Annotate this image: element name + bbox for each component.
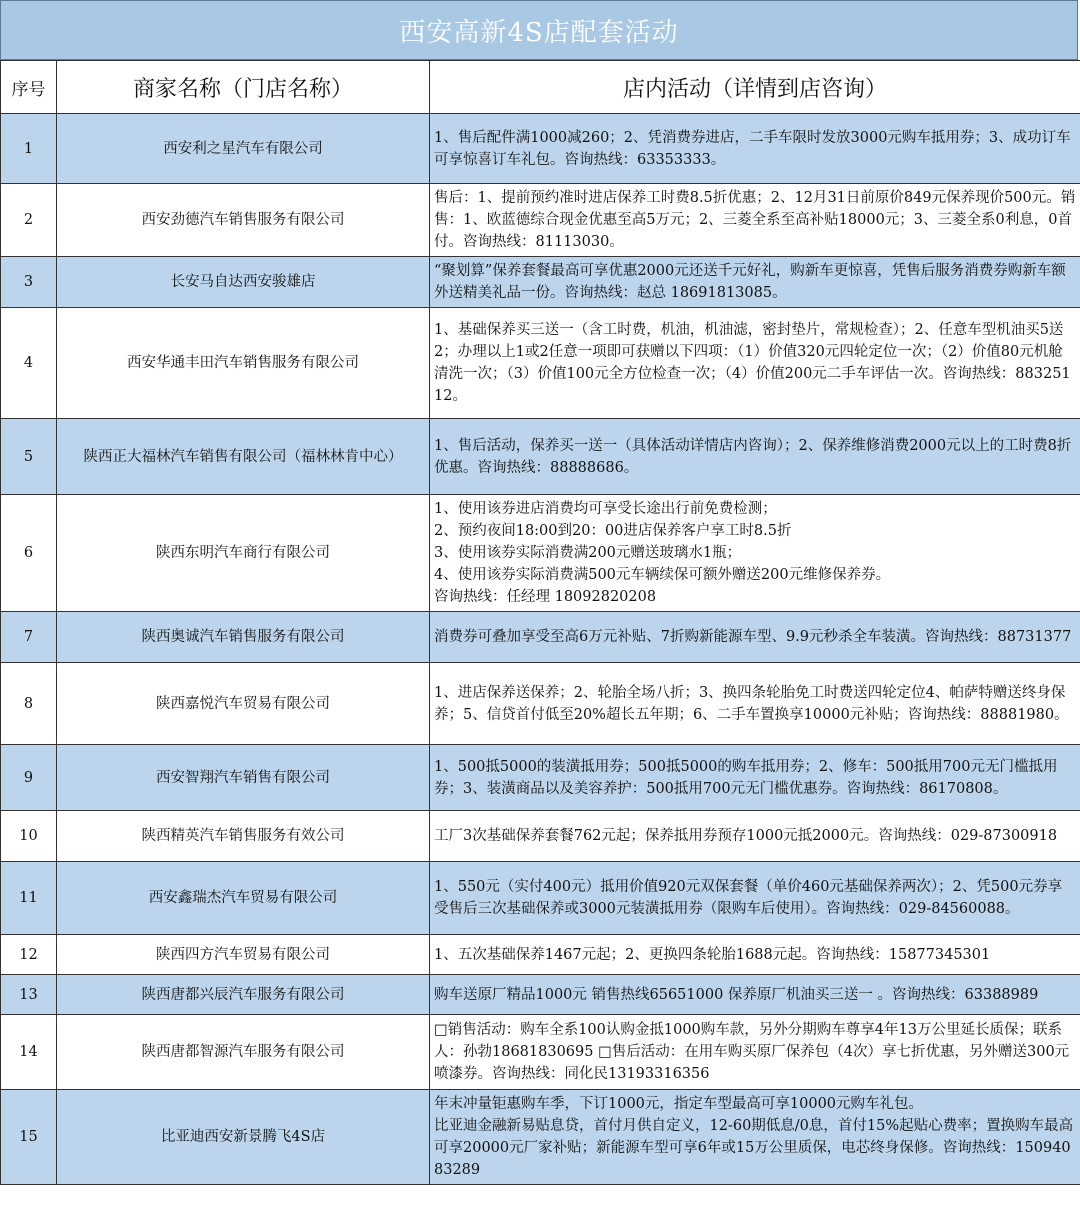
table-row [1,663,1080,745]
row-number: 4 [1,308,57,419]
row-number: 12 [1,935,57,975]
table-row [1,184,1080,257]
merchant-name: 西安利之星汽车有限公司 [57,114,430,184]
activity-cell [430,495,1080,612]
merchant-name: 陕西四方汽车贸易有限公司 [57,935,430,975]
activity-text: 售后：1、提前预约准时进店保养工时费8.5折优惠；2、12月31日前原价849元保养现价500元。销售：1、欧蓝德综合现金优惠至高5万元；2、三菱全系至高补贴18000元；3、三菱全系0利息，0首付。咨询热线：81113030。 [434,190,1076,250]
activity-text: 3、使用该券实际消费满200元赠送玻璃水1瓶； [434,545,742,561]
activity-text: 2、预约夜间18:00到20：00进店保养客户享工时8.5折 [434,523,792,539]
header-merchant-name: 商家名称（门店名称） [57,61,430,114]
activity-text: 比亚迪金融新易贴息贷，首付月供自定义，12-60期低息/0息，首付15%起贴心费率；置换购车最高可享20000元厂家补贴；新能源车型可享6年或15万公里质保，电芯终身保修。咨询热线：15094083289 [434,1118,1074,1178]
row-number: 6 [1,495,57,612]
activity-cell [430,257,1080,308]
row-number: 14 [1,1015,57,1090]
merchant-table [0,60,1080,1185]
merchant-name: 陕西唐都兴辰汽车服务有限公司 [57,975,430,1015]
row-number: 9 [1,745,57,811]
activity-text: 1、基础保养买三送一（含工时费，机油，机油滤，密封垫片，常规检查）；2、任意车型机油买5送2；办理以上1或2任意一项即可获赠以下四项：（1）价值320元四轮定位一次；（2）价值80元机舱清洗一次；（3）价值100元全方位检查一次；（4）价值200元二手车评估一次。咨询热线：88325112。 [434,322,1071,404]
merchant-name: 陕西正大福林汽车销售有限公司（福林林肯中心） [57,419,430,495]
activity-cell [430,663,1080,745]
activity-cell [430,114,1080,184]
row-number: 7 [1,612,57,663]
header-activity: 店内活动（详情到店咨询） [430,61,1080,114]
activity-text: 1、550元（实付400元）抵用价值920元双保套餐（单价460元基础保养两次）；2、凭500元券享受售后三次基础保养或3000元装潢抵用券（限购车后使用）。咨询热线：029-84560088。 [434,879,1063,917]
activity-text: 1、售后活动，保养买一送一（具体活动详情店内咨询）；2、保养维修消费2000元以上的工时费8折优惠。咨询热线：88888686。 [434,437,1072,476]
row-number: 2 [1,184,57,257]
activity-cell [430,745,1080,811]
activity-text: 1、500抵5000的装潢抵用券；500抵5000的购车抵用券；2、修车：500抵用700元无门槛抵用券；3、装潢商品以及美容养护：500抵用700元无门槛优惠券。咨询热线：86170808。 [434,758,1058,797]
table-row [1,862,1080,935]
merchant-name: 陕西精英汽车销售服务有效公司 [57,811,430,862]
activity-text: 年末冲量钜惠购车季，下订1000元，指定车型最高可享10000元购车礼包。 [434,1096,924,1112]
activity-text: □销售活动：购车全系100认购金抵1000购车款，另外分期购车尊享4年13万公里延长质保；联系人：孙勃18681830695 □售后活动：在用车购买原厂保养包（4次）享七折优惠，另外赠送300元喷漆券。咨询热线：同化民13193316356 [434,1022,1070,1082]
table-row [1,419,1080,495]
merchant-name: 长安马自达西安骏雄店 [57,257,430,308]
row-number: 8 [1,663,57,745]
activity-cell [430,308,1080,419]
header-no: 序号 [1,61,57,114]
activity-text: 工厂3次基础保养套餐762元起；保养抵用券预存1000元抵2000元。咨询热线：029-87300918 [434,828,1058,844]
activity-text: 购车送原厂精品1000元 销售热线65651000 保养原厂机油买三送一 。咨询热线：63388989 [434,986,1039,1003]
merchant-name: 陕西唐都智源汽车服务有限公司 [57,1015,430,1090]
activity-cell [430,419,1080,495]
activity-text: 1、使用该券进店消费均可享受长途出行前免费检测； [434,501,777,517]
activity-cell [430,1015,1080,1090]
table-row [1,935,1080,975]
merchant-name: 西安智翔汽车销售有限公司 [57,745,430,811]
activity-cell [430,184,1080,257]
row-number: 3 [1,257,57,308]
activity-cell [430,1090,1080,1185]
table-row [1,1090,1080,1185]
row-number: 13 [1,975,57,1015]
row-number: 10 [1,811,57,862]
activity-text: “聚划算”保养套餐最高可享优惠2000元还送千元好礼，购新车更惊喜，凭售后服务消费券购新车额外送精美礼品一份。咨询热线：赵总 18691813085。 [434,263,1066,301]
activity-text: 消费券可叠加享受至高6万元补贴、7折购新能源车型、9.9元秒杀全车装潢。咨询热线：88731377 [434,629,1072,645]
table-header-row [1,61,1080,114]
activity-cell [430,862,1080,935]
merchant-name: 西安劲德汽车销售服务有限公司 [57,184,430,257]
activity-cell [430,811,1080,862]
table-row [1,745,1080,811]
table-row [1,257,1080,308]
merchant-name: 西安鑫瑞杰汽车贸易有限公司 [57,862,430,935]
row-number: 15 [1,1090,57,1185]
table-row [1,495,1080,612]
merchant-name: 陕西奥诚汽车销售服务有限公司 [57,612,430,663]
merchant-name: 陕西嘉悦汽车贸易有限公司 [57,663,430,745]
merchant-name: 陕西东明汽车商行有限公司 [57,495,430,612]
merchant-name: 比亚迪西安新景腾飞4S店 [57,1090,430,1185]
activity-cell [430,612,1080,663]
sheet-title: 西安高新4S店配套活动 [0,0,1078,60]
table-row [1,308,1080,419]
activity-text: 咨询热线：任经理 18092820208 [434,589,657,605]
activity-text: 4、使用该券实际消费满500元车辆续保可额外赠送200元维修保养券。 [434,567,891,583]
activity-text: 1、进店保养送保养；2、轮胎全场八折；3、换四条轮胎免工时费送四轮定位4、帕萨特赠送终身保养；5、信贷首付低至20%超长五年期；6、二手车置换享10000元补贴；咨询热线：88881980。 [434,684,1069,723]
table-row [1,612,1080,663]
row-number: 5 [1,419,57,495]
activity-text: 1、售后配件满1000减260；2、凭消费券进店，二手车限时发放3000元购车抵用券；3、成功订车可享惊喜订车礼包。咨询热线：63353333。 [434,129,1071,168]
merchant-name: 西安华通丰田汽车销售服务有限公司 [57,308,430,419]
table-row [1,1015,1080,1090]
table-row [1,975,1080,1015]
activity-text: 1、五次基础保养1467元起；2、更换四条轮胎1688元起。咨询热线：15877345301 [434,946,991,963]
activity-cell [430,975,1080,1015]
row-number: 11 [1,862,57,935]
table-row [1,811,1080,862]
row-number: 1 [1,114,57,184]
table-row [1,114,1080,184]
activity-cell [430,935,1080,975]
